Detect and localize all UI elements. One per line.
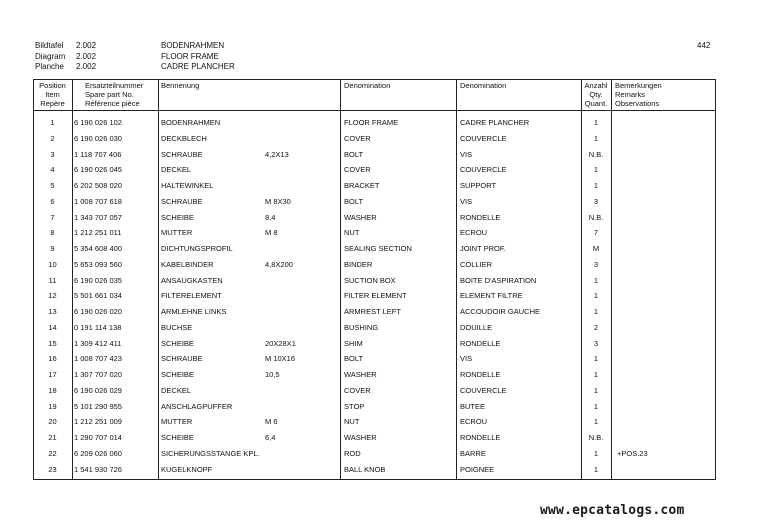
column-header-line: Position bbox=[39, 81, 66, 90]
column-header-name-fr bbox=[460, 81, 506, 90]
name-german: MUTTER bbox=[161, 228, 193, 238]
name-french: ELEMENT FILTRE bbox=[460, 291, 523, 301]
spare-part-number: 5 501 661 034 bbox=[74, 291, 122, 301]
table-row bbox=[33, 164, 716, 180]
quantity: 3 bbox=[593, 196, 599, 206]
name-english: WASHER bbox=[344, 212, 377, 222]
name-french: BARRE bbox=[460, 448, 486, 458]
name-french: RONDELLE bbox=[460, 433, 501, 442]
spare-part-number: 1 212 251 011 bbox=[74, 228, 122, 238]
name-english: BOLT bbox=[344, 149, 364, 159]
spare-part-number: 6 190 026 030 bbox=[74, 133, 122, 143]
diagram-title: BODENRAHMEN bbox=[161, 41, 225, 50]
table-row bbox=[33, 464, 716, 480]
quantity: 3 bbox=[593, 259, 599, 269]
header-diagram-numbers bbox=[76, 41, 96, 73]
item-position: 1 bbox=[50, 118, 55, 127]
name-german: ARMLEHNE LINKS bbox=[161, 307, 227, 316]
name-french: SUPPORT bbox=[460, 181, 497, 190]
name-german: DECKBLECH bbox=[161, 133, 207, 143]
name-english: BUSHING bbox=[344, 322, 379, 332]
quantity: N.B. bbox=[588, 433, 604, 442]
item-position: 16 bbox=[48, 354, 57, 364]
table-row bbox=[33, 369, 716, 385]
spare-part-number: 1 541 930 726 bbox=[74, 464, 122, 474]
dimension: 8,4 bbox=[265, 212, 276, 222]
dimension: M 10X16 bbox=[265, 354, 296, 364]
item-position: 20 bbox=[48, 417, 57, 427]
quantity: 1 bbox=[593, 165, 599, 175]
name-german: SCHEIBE bbox=[161, 212, 194, 222]
table-row bbox=[33, 338, 716, 354]
table-row bbox=[33, 401, 716, 417]
header-divider bbox=[33, 110, 716, 111]
column-header-line: Spare part No. bbox=[85, 90, 134, 99]
column-header-line: Anzahl bbox=[584, 81, 608, 90]
spare-part-number: 6 190 026 020 bbox=[74, 307, 122, 316]
spare-part-number: 0 191 114 138 bbox=[74, 322, 122, 332]
column-header-name-de bbox=[161, 81, 199, 90]
table-row bbox=[33, 322, 716, 338]
quantity: N.B. bbox=[588, 212, 604, 222]
dimension: 20X28X1 bbox=[265, 338, 296, 348]
dimension: 6,4 bbox=[265, 433, 276, 442]
column-header-spare-part bbox=[85, 81, 143, 108]
quantity: 1 bbox=[593, 401, 599, 411]
name-german: SCHRAUBE bbox=[161, 149, 203, 159]
item-position: 18 bbox=[48, 385, 57, 395]
column-header-line: Ersatzteilnummer bbox=[85, 81, 144, 90]
item-position: 8 bbox=[50, 228, 55, 238]
quantity: 1 bbox=[593, 291, 599, 301]
table-row bbox=[33, 432, 716, 448]
name-english: BRACKET bbox=[344, 181, 380, 190]
watermark: www.epcatalogs.com bbox=[540, 503, 685, 518]
item-position: 22 bbox=[48, 448, 57, 458]
name-english: COVER bbox=[344, 133, 371, 143]
column-header-line: Item bbox=[45, 90, 60, 99]
column-header-line: Denomination bbox=[460, 81, 507, 90]
column-header-line: Qty. bbox=[589, 90, 603, 99]
spare-part-number: 6 190 026 102 bbox=[74, 118, 122, 127]
name-german: ANSCHLAGPUFFER bbox=[161, 401, 233, 411]
header-label: Diagram bbox=[35, 51, 66, 61]
name-french: RONDELLE bbox=[460, 212, 501, 222]
spare-part-number: 1 118 707 406 bbox=[74, 149, 122, 159]
table-row bbox=[33, 385, 716, 401]
name-french: COUVERCLE bbox=[460, 133, 507, 143]
name-english: SEALING SECTION bbox=[344, 244, 412, 253]
table-row bbox=[33, 243, 716, 259]
name-english: BOLT bbox=[344, 196, 364, 206]
table-row bbox=[33, 275, 716, 291]
spare-part-number: 1 309 412 411 bbox=[74, 338, 122, 348]
table-row bbox=[33, 448, 716, 464]
name-french: RONDELLE bbox=[460, 370, 501, 379]
diagram-number: 2.002 bbox=[76, 62, 97, 71]
diagram-number: 2.002 bbox=[76, 41, 97, 50]
table-row bbox=[33, 117, 716, 133]
name-english: FILTER ELEMENT bbox=[344, 291, 407, 301]
item-position: 17 bbox=[48, 370, 57, 379]
item-position: 19 bbox=[48, 401, 57, 411]
item-position: 7 bbox=[50, 212, 55, 222]
spare-part-number: 1 008 707 618 bbox=[74, 196, 122, 206]
remark: +POS.23 bbox=[617, 448, 648, 458]
page-number: 442 bbox=[697, 41, 711, 50]
quantity: 2 bbox=[593, 322, 599, 332]
name-german: DECKEL bbox=[161, 385, 192, 395]
name-french: RONDELLE bbox=[460, 338, 501, 348]
table-row bbox=[33, 196, 716, 212]
name-french: BOITE D'ASPIRATION bbox=[460, 275, 537, 285]
parts-table bbox=[33, 79, 716, 480]
spare-part-number: 6 190 026 045 bbox=[74, 165, 122, 175]
dimension: M 8X30 bbox=[265, 196, 291, 206]
column-header-position bbox=[33, 81, 72, 108]
spare-part-number: 1 212 251 009 bbox=[74, 417, 122, 427]
column-header-line: Denomination bbox=[344, 81, 391, 90]
name-french: ECROU bbox=[460, 417, 488, 427]
name-german: ANSAUGKASTEN bbox=[161, 275, 223, 285]
quantity: M bbox=[592, 244, 600, 253]
spare-part-number: 1 307 707 020 bbox=[74, 370, 122, 379]
name-english: ROD bbox=[344, 448, 361, 458]
header-label: Planche bbox=[35, 62, 64, 71]
column-header-line: Repère bbox=[40, 99, 65, 108]
table-row bbox=[33, 416, 716, 432]
item-position: 15 bbox=[48, 338, 57, 348]
name-german: BUCHSE bbox=[161, 322, 193, 332]
name-french: POIGNEE bbox=[460, 464, 495, 474]
quantity: 7 bbox=[593, 228, 599, 238]
name-french: CADRE PLANCHER bbox=[460, 118, 530, 127]
name-english: SHIM bbox=[344, 338, 363, 348]
table-border-top bbox=[33, 79, 716, 80]
name-english: NUT bbox=[344, 417, 360, 427]
quantity: 1 bbox=[593, 417, 599, 427]
column-header-line: Observations bbox=[615, 99, 660, 108]
name-english: WASHER bbox=[344, 370, 377, 379]
name-english: COVER bbox=[344, 385, 371, 395]
name-german: SICHERUNGSSTANGE KPL. bbox=[161, 448, 260, 458]
name-english: STOP bbox=[344, 401, 365, 411]
item-position: 5 bbox=[50, 181, 55, 190]
item-position: 2 bbox=[50, 133, 55, 143]
quantity: 1 bbox=[593, 385, 599, 395]
header-labels bbox=[35, 41, 65, 73]
table-row bbox=[33, 133, 716, 149]
dimension: M 6 bbox=[265, 417, 278, 427]
item-position: 6 bbox=[50, 196, 55, 206]
name-french: BUTEE bbox=[460, 401, 486, 411]
item-position: 3 bbox=[50, 149, 55, 159]
name-english: BALL KNOB bbox=[344, 464, 386, 474]
name-german: KUGELKNOPF bbox=[161, 464, 213, 474]
quantity: 1 bbox=[593, 354, 599, 364]
table-row bbox=[33, 212, 716, 228]
quantity: 1 bbox=[593, 181, 599, 190]
item-position: 13 bbox=[48, 307, 57, 316]
spare-part-number: 6 190 026 035 bbox=[74, 275, 122, 285]
name-german: DECKEL bbox=[161, 165, 192, 175]
header-label: Bildtafel bbox=[35, 41, 64, 50]
table-row bbox=[33, 180, 716, 196]
spare-part-number: 6 190 026 029 bbox=[74, 385, 122, 395]
column-header-name-en bbox=[344, 81, 390, 90]
name-french: ACCOUDOIR GAUCHE bbox=[460, 307, 541, 316]
name-english: SUCTION BOX bbox=[344, 275, 396, 285]
diagram-title: FLOOR FRAME bbox=[161, 51, 219, 61]
column-header-remarks bbox=[615, 81, 662, 108]
name-english: BINDER bbox=[344, 259, 373, 269]
item-position: 11 bbox=[48, 275, 57, 285]
name-german: MUTTER bbox=[161, 417, 193, 427]
spare-part-number: 5 354 608 400 bbox=[74, 244, 122, 253]
name-english: WASHER bbox=[344, 433, 377, 442]
diagram-number: 2.002 bbox=[76, 51, 97, 61]
name-german: SCHEIBE bbox=[161, 338, 194, 348]
table-row bbox=[33, 227, 716, 243]
spare-part-number: 1 290 707 014 bbox=[74, 433, 122, 442]
quantity: 1 bbox=[593, 448, 599, 458]
spare-part-number: 6 202 508 020 bbox=[74, 181, 122, 190]
quantity: 1 bbox=[593, 133, 599, 143]
name-english: ARMREST LEFT bbox=[344, 307, 401, 316]
name-french: JOINT PROF. bbox=[460, 244, 506, 253]
name-french: VIS bbox=[460, 149, 473, 159]
item-position: 9 bbox=[50, 244, 55, 253]
name-french: COLLIER bbox=[460, 259, 493, 269]
name-german: FILTERELEMENT bbox=[161, 291, 222, 301]
table-row bbox=[33, 306, 716, 322]
name-german: SCHRAUBE bbox=[161, 354, 203, 364]
quantity: 3 bbox=[593, 338, 599, 348]
name-french: COUVERCLE bbox=[460, 385, 507, 395]
item-position: 23 bbox=[48, 464, 57, 474]
name-english: FLOOR FRAME bbox=[344, 118, 399, 127]
item-position: 12 bbox=[48, 291, 57, 301]
column-header-line: Quant. bbox=[584, 99, 608, 108]
name-german: HALTEWINKEL bbox=[161, 181, 214, 190]
name-german: KABELBINDER bbox=[161, 259, 214, 269]
column-header-line: Remarks bbox=[615, 90, 646, 99]
quantity: 1 bbox=[593, 370, 599, 379]
item-position: 14 bbox=[48, 322, 57, 332]
quantity: 1 bbox=[593, 464, 599, 474]
name-german: BODENRAHMEN bbox=[161, 118, 221, 127]
name-french: VIS bbox=[460, 196, 473, 206]
item-position: 4 bbox=[50, 165, 55, 175]
name-french: VIS bbox=[460, 354, 473, 364]
column-header-line: Référence pièce bbox=[85, 99, 140, 108]
column-header-quantity bbox=[581, 81, 611, 108]
quantity: 1 bbox=[593, 307, 599, 316]
name-german: SCHRAUBE bbox=[161, 196, 203, 206]
name-english: BOLT bbox=[344, 354, 364, 364]
item-position: 21 bbox=[48, 433, 57, 442]
spare-part-number: 5 101 290 955 bbox=[74, 401, 122, 411]
spare-part-number: 5 653 093 560 bbox=[74, 259, 122, 269]
table-row bbox=[33, 149, 716, 165]
table-row bbox=[33, 290, 716, 306]
name-french: DOUILLE bbox=[460, 322, 493, 332]
name-german: DICHTUNGSPROFIL bbox=[161, 244, 233, 253]
quantity: 1 bbox=[593, 118, 599, 127]
table-row bbox=[33, 259, 716, 275]
name-english: NUT bbox=[344, 228, 360, 238]
quantity: N.B. bbox=[588, 149, 604, 159]
dimension: 4,8X200 bbox=[265, 259, 293, 269]
header-titles bbox=[161, 41, 235, 73]
name-german: SCHEIBE bbox=[161, 370, 194, 379]
column-header-line: Bennenung bbox=[161, 81, 200, 90]
spare-part-number: 6 209 026 060 bbox=[74, 448, 122, 458]
dimension: 4,2X13 bbox=[265, 149, 289, 159]
spare-part-number: 1 343 707 057 bbox=[74, 212, 122, 222]
diagram-title: CADRE PLANCHER bbox=[161, 62, 235, 71]
dimension: M 8 bbox=[265, 228, 278, 238]
dimension: 10,5 bbox=[265, 370, 280, 379]
name-french: COUVERCLE bbox=[460, 165, 507, 175]
name-german: SCHEIBE bbox=[161, 433, 194, 442]
table-row bbox=[33, 353, 716, 369]
spare-part-number: 1 008 707 423 bbox=[74, 354, 122, 364]
name-french: ECROU bbox=[460, 228, 488, 238]
name-english: COVER bbox=[344, 165, 371, 175]
item-position: 10 bbox=[48, 259, 57, 269]
quantity: 1 bbox=[593, 275, 599, 285]
column-header-line: Bemerkungen bbox=[615, 81, 662, 90]
